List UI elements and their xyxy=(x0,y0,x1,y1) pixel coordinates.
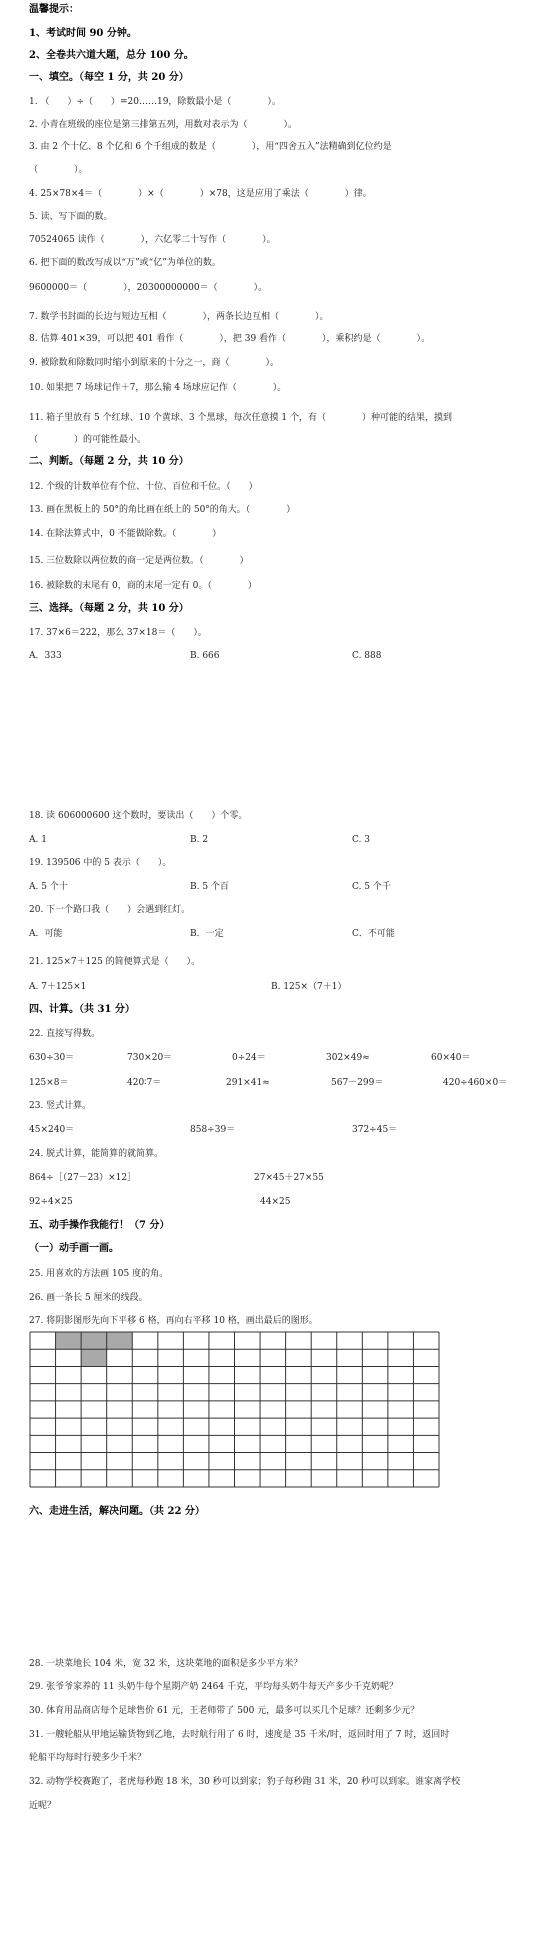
section-6-title: 六、走进生活，解决问题。（共 22 分） xyxy=(29,1506,205,1517)
question-31-line-2: 轮船平均每时行驶多少千米？ xyxy=(29,1753,147,1763)
question-18: 18. 读 606000600 这个数时，要读出（ ）个零。 xyxy=(29,811,248,821)
calc-item: 45×240＝ xyxy=(29,1125,75,1135)
question-11-line-1: 11. 箱子里放有 5 个红球、10 个黄球、3 个黑球，每次任意摸 1 个，有（ ）种可能的结果，摸到 xyxy=(29,413,452,423)
question-11-line-2: （ ）的可能性最小。 xyxy=(29,435,147,445)
question-6-content: 9600000＝（ ），20300000000＝（ ）。 xyxy=(29,283,268,293)
question-22: 22. 直接写得数。 xyxy=(29,1029,101,1039)
calc-item: 0÷24＝ xyxy=(232,1053,266,1063)
question-26: 26. 画一条长 5 厘米的线段。 xyxy=(29,1293,148,1303)
question-21-option-b: B. 125×（7＋1） xyxy=(271,982,347,992)
calc-item: 420∶7＝ xyxy=(127,1078,162,1088)
question-19-option-c: C. 5 个千 xyxy=(352,882,391,892)
calc-item: 730×20＝ xyxy=(127,1053,173,1063)
question-32-line-1: 32. 动物学校赛跑了，老虎每秒跑 18 米，30 秒可以到家；豹子每秒跑 31 米，20 秒可以到家。谁家离学校 xyxy=(29,1777,461,1787)
question-7: 7. 数学书封面的长边与短边互相（ ），两条长边互相（ ）。 xyxy=(29,312,329,322)
section-5-subtitle: （一）动手画一画。 xyxy=(29,1243,119,1254)
shaded-cell xyxy=(81,1349,107,1366)
question-17-option-a: A．333 xyxy=(29,651,62,661)
question-20-option-a: A．可能 xyxy=(29,929,63,939)
question-15: 15. 三位数除以两位数的商一定是两位数。（ ） xyxy=(29,556,249,566)
section-5-title: 五、动手操作我能行！（7 分） xyxy=(29,1220,170,1231)
notice-tip-1: 1、考试时间 90 分钟。 xyxy=(29,28,137,39)
calc-item: 44×25 xyxy=(260,1197,291,1207)
question-8: 8. 估算 401×39，可以把 401 看作（ ），把 39 看作（ ），乘积约是（ ）。 xyxy=(29,334,431,344)
calc-item: 630÷30＝ xyxy=(29,1053,75,1063)
notice-title: 温馨提示： xyxy=(29,4,79,15)
question-20: 20. 下一个路口我（ ）会遇到红灯。 xyxy=(29,905,191,915)
question-5-content: 70524065 读作（ ），六亿零二十写作（ ）。 xyxy=(29,235,276,245)
question-4: 4. 25×78×4＝（ ）×（ ）×78，这是应用了乘法（ ）律。 xyxy=(29,189,372,199)
question-19: 19. 139506 中的 5 表示（ ）。 xyxy=(29,858,172,868)
question-5: 5. 读、写下面的数。 xyxy=(29,212,113,222)
question-17-option-b: B. 666 xyxy=(190,651,220,661)
section-4-title: 四、计算。（共 31 分） xyxy=(29,1004,135,1015)
calc-item: 302×49≈ xyxy=(326,1053,370,1063)
calc-item: 291×41≈ xyxy=(226,1078,270,1088)
calc-item: 858÷39＝ xyxy=(190,1125,236,1135)
section-2-title: 二、判断。（每题 2 分，共 10 分） xyxy=(29,456,189,467)
question-20-option-b: B．一定 xyxy=(190,929,224,939)
shaded-cell xyxy=(81,1332,107,1349)
question-13: 13. 画在黑板上的 50°的角比画在纸上的 50°的角大。（ ） xyxy=(29,505,296,515)
question-3-line-2: （ ）。 xyxy=(29,165,88,175)
question-31-line-1: 31. 一艘轮船从甲地运输货物到乙地，去时航行用了 6 时，速度是 35 千米/时，返回时用了 7 时，返回时 xyxy=(29,1730,450,1740)
shaded-cell xyxy=(107,1332,133,1349)
calc-item: 27×45＋27×55 xyxy=(254,1173,324,1183)
question-17-option-c: C. 888 xyxy=(352,651,382,661)
notice-tip-2: 2、全卷共六道大题，总分 100 分。 xyxy=(29,50,194,61)
question-24: 24. 脱式计算，能简算的就简算。 xyxy=(29,1149,164,1159)
question-21: 21. 125×7＋125 的简便算式是（ ）。 xyxy=(29,957,201,967)
calc-item: 567－299＝ xyxy=(331,1078,384,1088)
question-25: 25. 用喜欢的方法画 105 度的角。 xyxy=(29,1269,169,1279)
calc-item: 92÷4×25 xyxy=(29,1197,73,1207)
question-30: 30. 体育用品商店每个足球售价 61 元，王老师带了 500 元，最多可以买几个足球？还剩多少元？ xyxy=(29,1706,420,1716)
question-12: 12. 个级的计数单位有个位、十位、百位和千位。（ ） xyxy=(29,482,258,492)
question-21-option-a: A. 7＋125×1 xyxy=(29,982,87,992)
question-18-option-a: A. 1 xyxy=(29,835,47,845)
question-23: 23. 竖式计算。 xyxy=(29,1101,92,1111)
section-1-title: 一、填空。（每空 1 分，共 20 分） xyxy=(29,72,189,83)
question-14: 14. 在除法算式中，0 不能做除数。（ ） xyxy=(29,529,222,539)
question-20-option-c: C．不可能 xyxy=(352,929,395,939)
calc-item: 60×40＝ xyxy=(431,1053,471,1063)
question-3-line-1: 3. 由 2 个十亿、8 个亿和 6 个千组成的数是（ ），用“四舍五入”法精确到亿位约是 xyxy=(29,142,392,152)
question-9: 9. 被除数和除数同时缩小到原来的十分之一，商（ ）。 xyxy=(29,358,279,368)
question-2: 2. 小青在班级的座位是第三排第五列，用数对表示为（ ）。 xyxy=(29,120,297,130)
calc-item: 125×8＝ xyxy=(29,1078,69,1088)
calc-item: 420÷460×0＝ xyxy=(443,1078,508,1088)
question-16: 16. 被除数的末尾有 0，商的末尾一定有 0。（ ） xyxy=(29,581,257,591)
question-28: 28. 一块菜地长 104 米，宽 32 米，这块菜地的面积是多少平方米？ xyxy=(29,1659,303,1669)
translation-grid xyxy=(29,1331,440,1488)
question-19-option-a: A. 5 个十 xyxy=(29,882,68,892)
calc-item: 372÷45＝ xyxy=(352,1125,398,1135)
question-1: 1. （ ）÷（ ）=20……19，除数最小是（ ）。 xyxy=(29,97,281,107)
question-18-option-b: B. 2 xyxy=(190,835,209,845)
shaded-cell xyxy=(56,1332,82,1349)
question-32-line-2: 近呢？ xyxy=(29,1801,57,1811)
question-10: 10. 如果把 7 场球记作＋7，那么输 4 场球应记作（ ）。 xyxy=(29,383,287,393)
question-6: 6. 把下面的数改写成以“万”或“亿”为单位的数。 xyxy=(29,258,221,268)
question-27: 27. 将阴影图形先向下平移 6 格，再向右平移 10 格，画出最后的图形。 xyxy=(29,1316,318,1326)
question-17: 17. 37×6＝222，那么 37×18＝（ ）。 xyxy=(29,628,207,638)
question-29: 29. 张爷爷家养的 11 头奶牛每个星期产奶 2464 千克，平均每头奶牛每天产多少千克奶呢？ xyxy=(29,1682,398,1692)
section-3-title: 三、选择。（每题 2 分，共 10 分） xyxy=(29,603,189,614)
calc-item: 864÷［（27－23）×12］ xyxy=(29,1173,137,1183)
question-18-option-c: C. 3 xyxy=(352,835,371,845)
question-19-option-b: B. 5 个百 xyxy=(190,882,229,892)
